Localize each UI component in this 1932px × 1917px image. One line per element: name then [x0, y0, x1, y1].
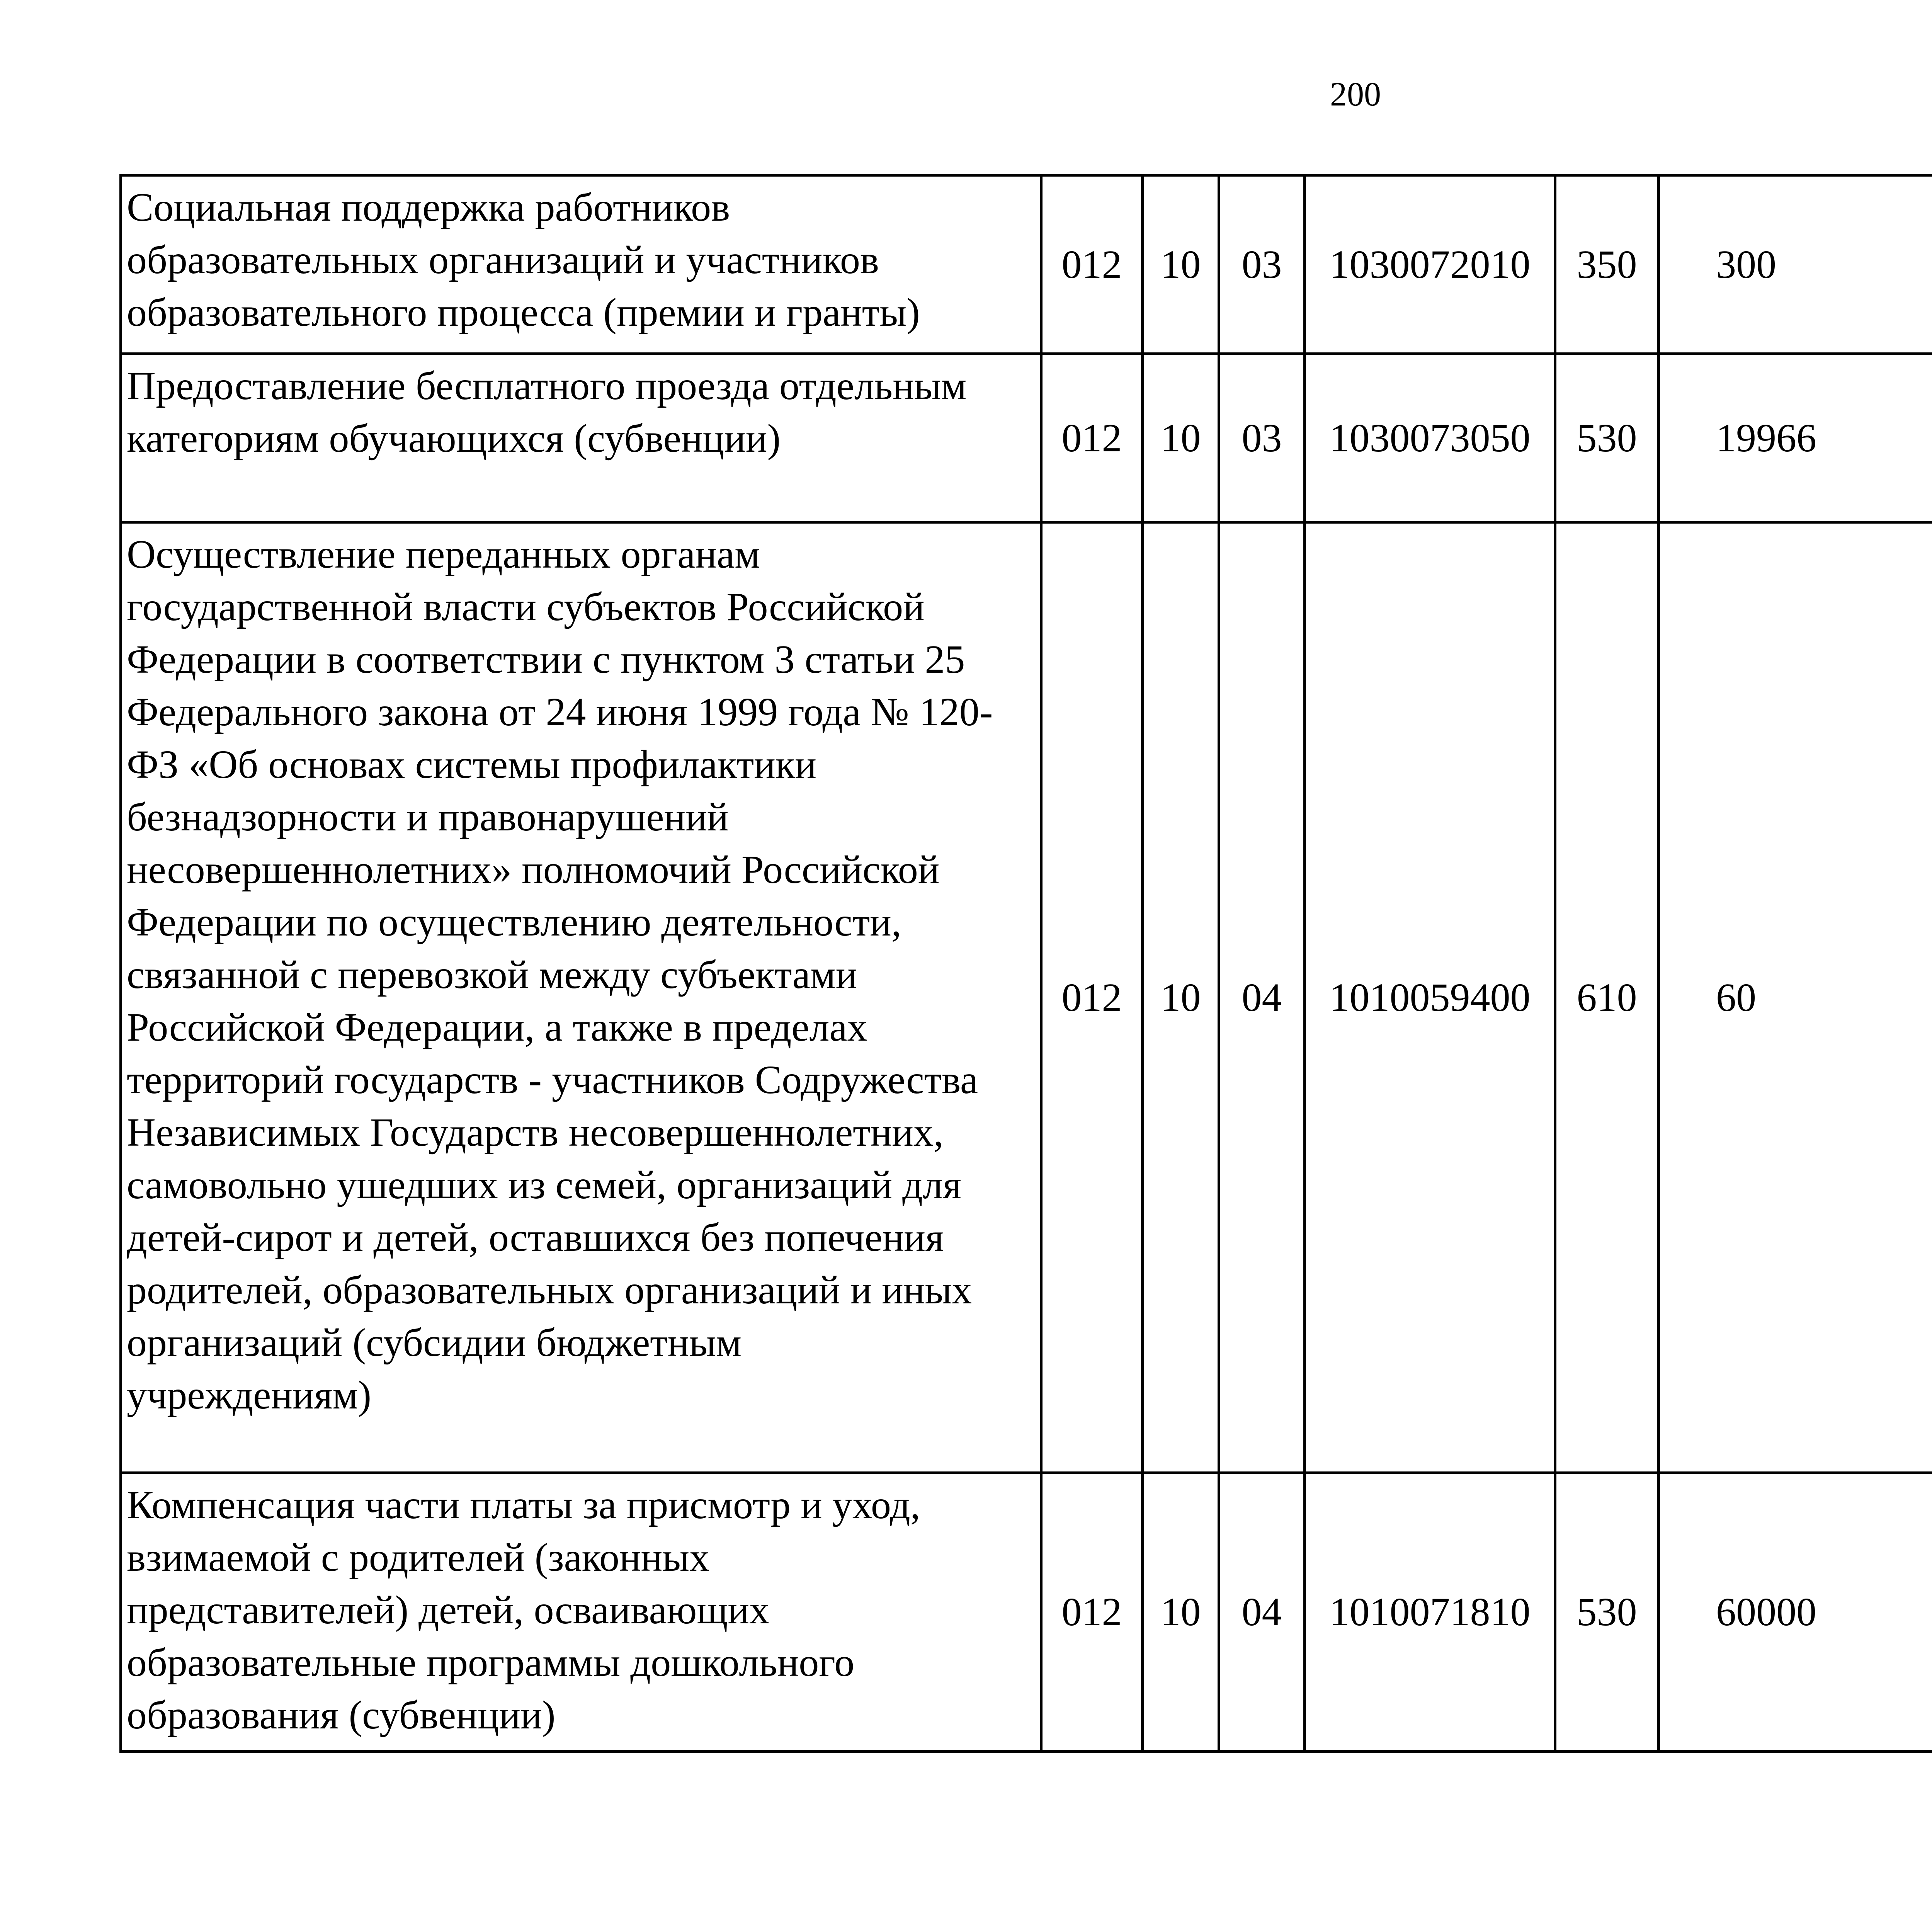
table-row	[121, 175, 1932, 354]
target-article-code: 1030073050	[1305, 354, 1555, 522]
table-row	[121, 1473, 1932, 1752]
subsection-code: 04	[1219, 522, 1305, 1473]
table-row	[121, 522, 1932, 1473]
table-row	[121, 354, 1932, 522]
target-article-code: 1030072010	[1305, 175, 1555, 354]
target-article-code: 1010071810	[1305, 1473, 1555, 1752]
section-code: 10	[1143, 175, 1219, 354]
amount-cell: 19966	[1659, 354, 1932, 522]
expense-type-code: 350	[1555, 175, 1659, 354]
expense-type-code: 610	[1555, 522, 1659, 1473]
section-code: 10	[1143, 522, 1219, 1473]
budget-table	[119, 174, 1932, 1753]
expense-type-code: 530	[1555, 354, 1659, 522]
row-description: Социальная поддержка работников образовательных организаций и участников образовательного процесса (премии и гранты)	[121, 175, 1041, 354]
row-description: Компенсация части платы за присмотр и уход, взимаемой с родителей (законных представителей) детей, осваивающих образовательные программы дошкольного образования (субвенции)	[121, 1473, 1041, 1752]
amount-cell: 60	[1659, 522, 1932, 1473]
expense-type-code: 530	[1555, 1473, 1659, 1752]
ministry-code: 012	[1041, 354, 1143, 522]
page-number: 200	[1330, 76, 1381, 113]
ministry-code: 012	[1041, 522, 1143, 1473]
target-article-code: 1010059400	[1305, 522, 1555, 1473]
subsection-code: 03	[1219, 175, 1305, 354]
amount-cell: 60000	[1659, 1473, 1932, 1752]
section-code: 10	[1143, 1473, 1219, 1752]
section-code: 10	[1143, 354, 1219, 522]
amount-cell: 300	[1659, 175, 1932, 354]
subsection-code: 04	[1219, 1473, 1305, 1752]
row-description: Осуществление переданных органам государственной власти субъектов Российской Федерации в соответствии с пунктом 3 статьи 25 Федерального закона от 24 июня 1999 года № 120- ФЗ «Об основах системы профилактики безнадзорности и правонарушений несовершеннолетних» полномочий Российской Федерации по осуществлению деятельности, связанной с перевозкой между субъектами Российской Федерации, а также в пределах территорий государств - участников Содружества Независимых Государств несовершеннолетних, самовольно ушедших из семей, организаций для детей-сирот и детей, оставшихся без попечения родителей, образовательных организаций и иных организаций (субсидии бюджетным учреждениям)	[121, 522, 1041, 1473]
ministry-code: 012	[1041, 1473, 1143, 1752]
ministry-code: 012	[1041, 175, 1143, 354]
row-description: Предоставление бесплатного проезда отдельным категориям обучающихся (субвенции)	[121, 354, 1041, 522]
subsection-code: 03	[1219, 354, 1305, 522]
